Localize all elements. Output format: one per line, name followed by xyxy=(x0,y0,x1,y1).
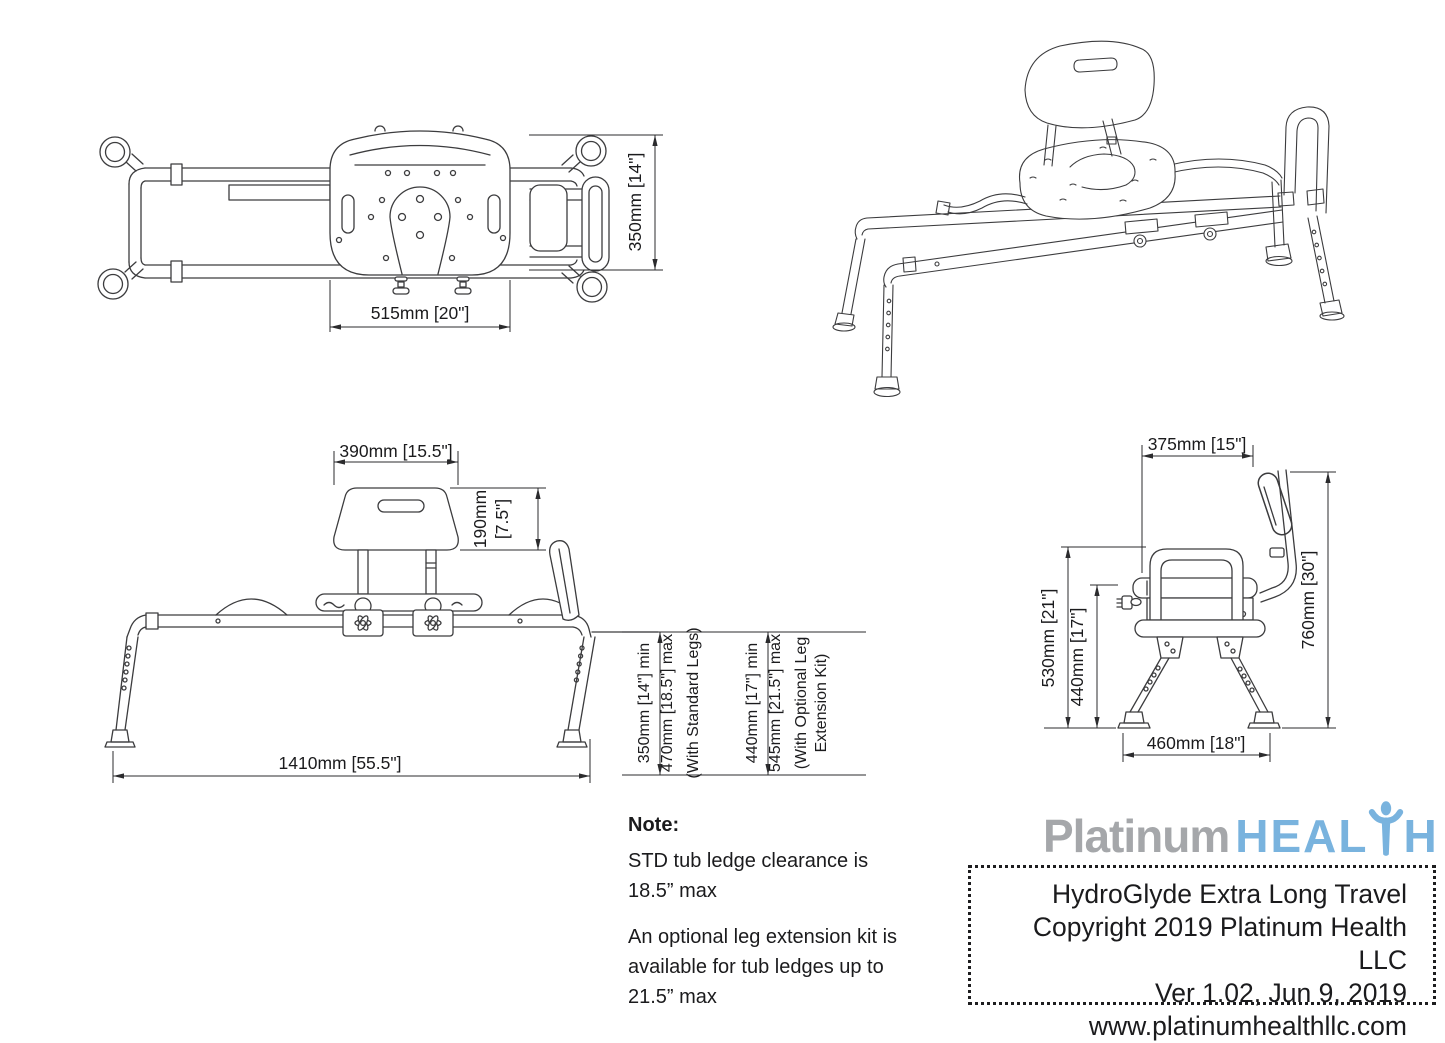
platinum-health-logo xyxy=(1043,797,1437,862)
dim-label-standard-note: (With Standard Legs) xyxy=(685,627,702,779)
note-line: 21.5” max xyxy=(628,986,717,1008)
dim-label-overall-height: 760mm [30"] xyxy=(1298,550,1318,650)
isometric-view-drawing xyxy=(820,15,1444,420)
dim-label-extension-min: 440mm [17"] min xyxy=(744,642,761,764)
side-handle xyxy=(582,177,609,271)
dim-seat-height xyxy=(1067,585,1118,728)
note-line: STD tub ledge clearance is xyxy=(628,850,869,872)
dim-label-extension-max: 545mm [21.5"] max xyxy=(767,633,784,773)
side-view-structure xyxy=(1117,470,1296,728)
dim-extension-leg-height xyxy=(744,632,830,775)
note-line: 18.5” max xyxy=(628,880,717,902)
dim-label-backrest-height-in: [7.5"] xyxy=(492,498,512,540)
note-block xyxy=(628,810,928,1012)
dim-label-backrest-height-mm: 190mm xyxy=(470,489,490,549)
dim-standard-leg-height xyxy=(636,627,702,778)
front-view-structure xyxy=(105,488,658,747)
dim-label-bench-depth: 350mm [14"] xyxy=(625,152,645,252)
dim-label-seat-depth: 375mm [15"] xyxy=(1147,434,1247,454)
side-view-drawing xyxy=(1020,425,1350,775)
top-view-drawing xyxy=(85,100,675,340)
dim-label-extension-note-1: (With Optional Leg xyxy=(793,636,810,770)
logo-wordmark-h: H xyxy=(1403,810,1437,862)
dim-label-seat-width: 515mm [20"] xyxy=(370,303,470,323)
dim-label-seat-height: 440mm [17"] xyxy=(1067,607,1087,707)
top-view-seat-plate xyxy=(330,126,510,294)
note-line: An optional leg extension kit is xyxy=(628,926,898,948)
title-block xyxy=(968,865,1436,1041)
person-icon xyxy=(1370,800,1402,860)
clamp-knob-right xyxy=(413,610,453,636)
note-spacer xyxy=(628,906,928,922)
dim-label-backrest-width: 390mm [15.5"] xyxy=(339,441,453,461)
dim-overall-length xyxy=(113,739,590,783)
dim-label-armrest-height: 530mm [21"] xyxy=(1038,588,1058,688)
title-block-copyright: Copyright 2019 Platinum Health LLC xyxy=(1032,912,1407,975)
dim-seat-width xyxy=(330,280,510,332)
dim-backrest-height xyxy=(450,488,546,550)
note-title: Note: xyxy=(628,814,680,836)
dim-label-standard-min: 350mm [14"] min xyxy=(636,642,653,764)
title-block-version-date: Ver 1.02, Jun 9, 2019 xyxy=(1155,978,1407,1008)
slide-bracket xyxy=(530,185,567,251)
dim-label-extension-note-2: Extension Kit) xyxy=(813,653,830,753)
dim-armrest-height xyxy=(1038,547,1146,728)
dim-label-standard-max: 470mm [18.5"] max xyxy=(659,633,676,773)
front-view-drawing xyxy=(100,425,660,790)
dim-foot-spread xyxy=(1123,733,1270,762)
logo-wordmark-platinum: Platinum xyxy=(1043,810,1230,862)
dim-label-foot-spread: 460mm [18"] xyxy=(1146,733,1246,753)
dim-backrest-width xyxy=(334,441,458,485)
note-line: available for tub ledges up to xyxy=(628,956,884,978)
clamp-knob-left xyxy=(343,610,383,636)
seat-lock-knobs xyxy=(393,277,471,294)
iso-seat-assembly xyxy=(936,140,1228,247)
height-dimensions xyxy=(620,598,870,803)
title-block-product-name: HydroGlyde Extra Long Travel xyxy=(1052,879,1407,909)
title-block-website: www.platinumhealthllc.com xyxy=(1088,1011,1407,1041)
logo-wordmark-heal: HEAL xyxy=(1235,810,1369,862)
dim-label-overall-length: 1410mm [55.5"] xyxy=(278,753,402,773)
